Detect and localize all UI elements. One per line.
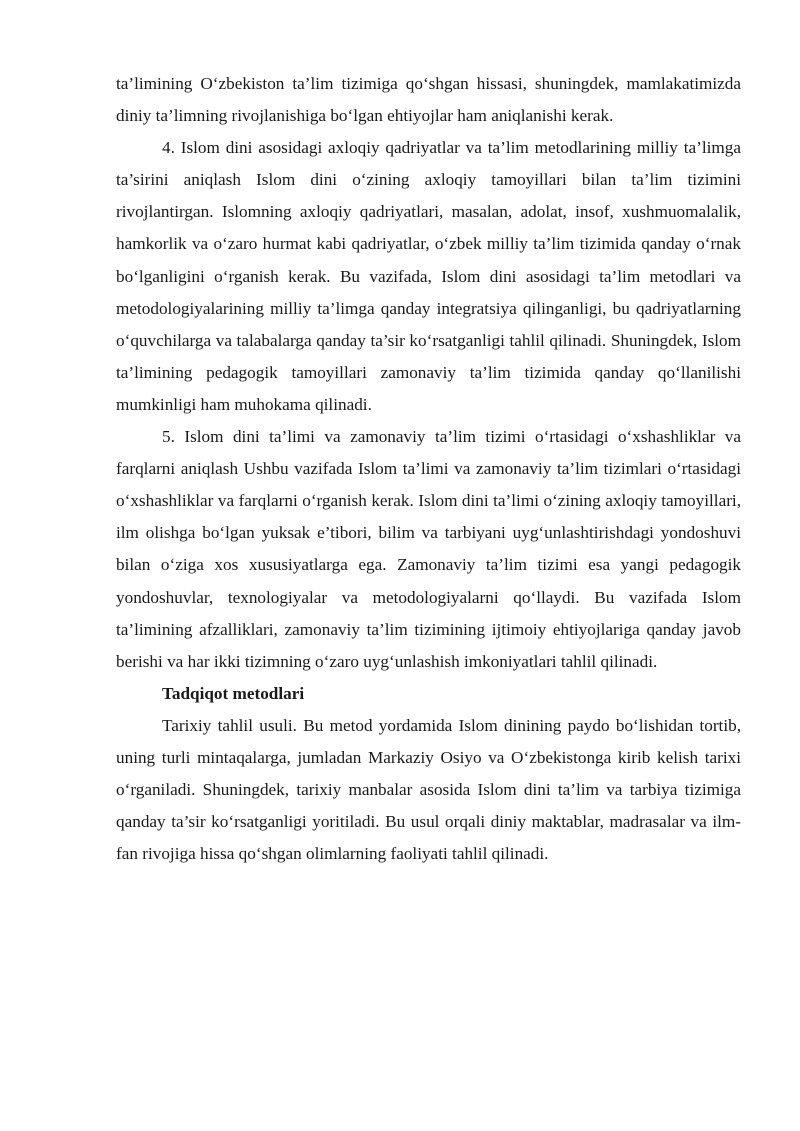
section-heading: Tadqiqot metodlari: [162, 683, 305, 703]
paragraph-task-4: 4. Islom dini asosidagi axloqiy qadriyatlar va ta’lim metodlarining milliy ta’limga ta’sirini aniqlash Islom dini o‘zining axloqiy tamoyillari bilan ta’lim tizimini rivojlantirgan. Islomning axloqiy qadriyatlari, masalan, adolat, insof, xushmuomalalik, hamkorlik va o‘zaro hurmat kabi qadriyatlar, o‘zbek milliy ta’lim tizimida qanday o‘rnak bo‘lganligini o‘rganish kerak. Bu vazifada, Islom dini asosidagi ta’lim metodlari va metodologiyalarining milliy ta’limga qanday integratsiya qilinganligi, bu qadriyatlarning o‘quvchilarga va talabalarga qanday ta’sir ko‘rsatganligi tahlil qilinadi. Shuningdek, Islom ta’limining pedagogik tamoyillari zamonaviy ta’lim tizimida qanday qo‘llanilishi mumkinligi ham muhokama qilinadi.: [116, 138, 741, 414]
document-body: [116, 68, 741, 870]
paragraph-continuation: ta’limining O‘zbekiston ta’lim tizimiga qo‘shgan hissasi, shuningdek, mamlakatimizda diniy ta’limning rivojlanishiga bo‘lgan ehtiyojlar ham aniqlanishi kerak.: [116, 74, 741, 126]
paragraph-historical-method: Tarixiy tahlil usuli. Bu metod yordamida Islom dinining paydo bo‘lishidan tortib, uning turli mintaqalarga, jumladan Markaziy Osiyo va O‘zbekistonga kirib kelish tarixi o‘rganiladi. Shuningdek, tarixiy manbalar asosida Islom dini ta’lim va tarbiya tizimiga qanday ta’sir ko‘rsatganligi yoritiladi. Bu usul orqali diniy maktablar, madrasalar va ilm-fan rivojiga hissa qo‘shgan olimlarning faoliyati tahlil qilinadi.: [116, 715, 741, 864]
paragraph-task-5: 5. Islom dini ta’limi va zamonaviy ta’lim tizimi o‘rtasidagi o‘xshashliklar va farqlarni aniqlash Ushbu vazifada Islom ta’limi va zamonaviy ta’lim tizimlari o‘rtasidagi o‘xshashliklar va farqlarni o‘rganish kerak. Islom dini ta’limi o‘zining axloqiy tamoyillari, ilm olishga bo‘lgan yuksak e’tibori, bilim va tarbiyani uyg‘unlashtirishdagi yondoshuvi bilan o‘ziga xos xususiyatlarga ega. Zamonaviy ta’lim tizimi esa yangi pedagogik yondoshuvlar, texnologiyalar va metodologiyalarni qo‘llaydi. Bu vazifada Islom ta’limining afzalliklari, zamonaviy ta’lim tizimining ijtimoiy ehtiyojlariga qanday javob berishi va har ikki tizimning o‘zaro uyg‘unlashish imkoniyatlari tahlil qilinadi.: [116, 427, 741, 671]
